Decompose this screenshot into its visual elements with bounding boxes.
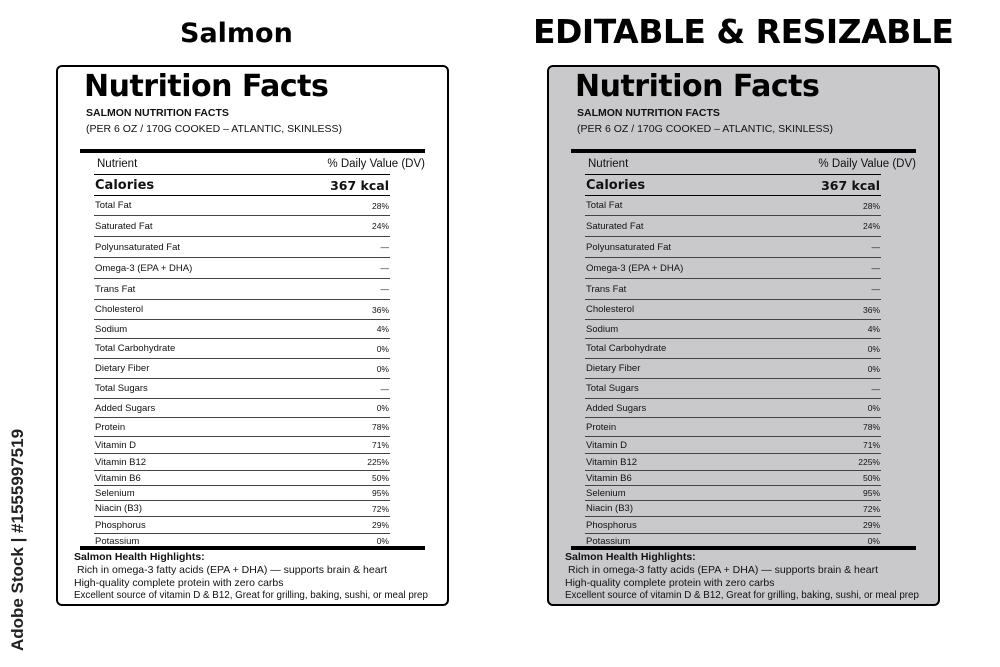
nutrient-value: — xyxy=(380,263,389,273)
table-row xyxy=(585,216,881,237)
nutrient-value: — xyxy=(871,284,880,294)
calories-label: Calories xyxy=(586,177,646,193)
table-row xyxy=(585,486,881,501)
table-row xyxy=(94,320,390,339)
calories-label: Calories xyxy=(95,177,155,193)
header-nutrient: Nutrient xyxy=(588,157,629,170)
nutrient-name: Vitamin B6 xyxy=(586,472,632,484)
nutrient-name: Protein xyxy=(95,421,126,433)
nutrient-name: Polyunsaturated Fat xyxy=(586,241,672,253)
nutrient-value: 0% xyxy=(867,536,880,546)
table-row xyxy=(585,279,881,300)
nutrient-value: 0% xyxy=(867,343,880,354)
nutrient-name: Total Sugars xyxy=(586,383,639,394)
table-row xyxy=(585,501,881,517)
nutrient-name: Total Carbohydrate xyxy=(95,343,176,354)
nutrient-name: Niacin (B3) xyxy=(586,503,633,514)
nutrient-value: 36% xyxy=(862,304,880,315)
table-row xyxy=(94,437,390,454)
nutrient-name: Polyunsaturated Fat xyxy=(95,241,181,253)
table-row xyxy=(94,418,390,437)
table-header xyxy=(94,153,425,175)
nutrient-value: 0% xyxy=(867,403,880,413)
nutrient-value: 225% xyxy=(858,457,880,467)
highlight-line: Excellent source of vitamin D & B12, Great for grilling, baking, sushi, or meal prep xyxy=(565,590,919,601)
nutrient-name: Vitamin B12 xyxy=(586,456,638,468)
calories-row xyxy=(585,175,881,196)
nutrient-value: 29% xyxy=(371,520,389,530)
nutrient-name: Niacin (B3) xyxy=(95,503,142,514)
nutrient-name: Omega-3 (EPA + DHA) xyxy=(586,262,684,274)
nutrient-value: 29% xyxy=(862,520,880,530)
table-row xyxy=(94,300,390,320)
nutrient-name: Vitamin D xyxy=(95,439,137,451)
nutrient-table xyxy=(585,153,916,549)
table-row xyxy=(94,237,390,258)
nutrient-name: Added Sugars xyxy=(586,402,647,414)
header-daily-value: % Daily Value (DV) xyxy=(818,157,916,170)
nutrient-name: Added Sugars xyxy=(95,402,156,414)
table-row xyxy=(94,471,390,486)
nutrient-value: — xyxy=(380,284,389,294)
highlight-line: High-quality complete protein with zero carbs xyxy=(74,577,284,589)
nutrient-value: 36% xyxy=(371,304,389,315)
table-row xyxy=(585,517,881,534)
highlight-line: Rich in omega-3 fatty acids (EPA + DHA) — supports brain & heart xyxy=(77,564,387,576)
nutrition-label-gray xyxy=(547,65,940,606)
highlights-title: Salmon Health Highlights: xyxy=(74,551,205,563)
table-row xyxy=(585,320,881,339)
nutrient-name: Vitamin B12 xyxy=(95,456,147,468)
nutrient-name: Total Fat xyxy=(95,200,132,211)
nutrient-name: Cholesterol xyxy=(95,304,144,315)
nutrition-facts-title: Nutrition Facts xyxy=(84,69,329,104)
table-header xyxy=(585,153,916,175)
table-row xyxy=(94,517,390,534)
nutrient-name: Total Carbohydrate xyxy=(586,343,667,354)
nutrient-value: 72% xyxy=(371,503,389,514)
thick-divider xyxy=(80,546,425,550)
table-row xyxy=(585,379,881,399)
nutrient-name: Protein xyxy=(586,421,617,433)
nutrient-name: Dietary Fiber xyxy=(586,363,641,374)
table-row xyxy=(585,418,881,437)
nutrient-value: 28% xyxy=(862,200,880,211)
table-row xyxy=(94,196,390,216)
nutrient-value: — xyxy=(871,242,880,252)
nutrition-label-white xyxy=(56,65,449,606)
calories-row xyxy=(94,175,390,196)
nutrient-value: 4% xyxy=(867,324,880,334)
highlight-line: High-quality complete protein with zero carbs xyxy=(565,577,775,589)
nutrient-name: Trans Fat xyxy=(95,283,136,295)
nutrient-value: 50% xyxy=(371,473,389,483)
nutrient-name: Dietary Fiber xyxy=(95,363,150,374)
nutrient-value: 4% xyxy=(376,324,389,334)
table-row xyxy=(94,258,390,279)
nutrient-value: 72% xyxy=(862,503,880,514)
watermark-text: Adobe Stock | #1555997519 xyxy=(8,428,28,652)
table-row xyxy=(585,339,881,359)
table-row xyxy=(585,471,881,486)
nutrient-value: 0% xyxy=(376,403,389,413)
table-row xyxy=(585,237,881,258)
nutrient-value: 24% xyxy=(862,221,880,231)
nutrient-name: Sodium xyxy=(95,323,128,335)
table-row xyxy=(585,258,881,279)
nutrient-name: Total Sugars xyxy=(95,383,148,394)
highlight-line: Excellent source of vitamin D & B12, Great for grilling, baking, sushi, or meal prep xyxy=(74,590,428,601)
calories-value: 367 kcal xyxy=(330,177,389,193)
header-nutrient: Nutrient xyxy=(97,157,138,170)
table-row xyxy=(94,339,390,359)
nutrient-name: Saturated Fat xyxy=(95,220,153,232)
nutrient-name: Vitamin D xyxy=(586,439,628,451)
table-row xyxy=(585,454,881,471)
nutrient-name: Vitamin B6 xyxy=(95,472,141,484)
nutrient-value: 0% xyxy=(376,536,389,546)
nutrient-value: 78% xyxy=(371,422,389,432)
nutrient-value: 0% xyxy=(376,363,389,374)
table-row xyxy=(94,216,390,237)
nutrient-name: Selenium xyxy=(586,487,626,499)
nutrient-value: 24% xyxy=(371,221,389,231)
table-row xyxy=(94,399,390,418)
highlight-line: Rich in omega-3 fatty acids (EPA + DHA) — supports brain & heart xyxy=(568,564,878,576)
nutrient-name: Total Fat xyxy=(586,200,623,211)
nutrient-name: Potassium xyxy=(586,535,631,547)
nutrient-value: 28% xyxy=(371,200,389,211)
label-subtitle: SALMON NUTRITION FACTS xyxy=(577,107,720,119)
table-row xyxy=(585,196,881,216)
nutrient-name: Sodium xyxy=(586,323,619,335)
nutrient-value: — xyxy=(871,383,880,394)
thick-divider xyxy=(571,546,916,550)
stock-watermark xyxy=(6,425,30,655)
nutrient-value: 0% xyxy=(867,363,880,374)
nutrient-name: Omega-3 (EPA + DHA) xyxy=(95,262,193,274)
calories-value: 367 kcal xyxy=(821,177,880,193)
nutrient-name: Cholesterol xyxy=(586,304,635,315)
table-row xyxy=(94,279,390,300)
heading-editable-resizable: EDITABLE & RESIZABLE xyxy=(533,12,954,51)
table-row xyxy=(94,379,390,399)
nutrient-name: Selenium xyxy=(95,487,135,499)
nutrient-name: Phosphorus xyxy=(586,519,637,531)
table-row xyxy=(94,501,390,517)
nutrient-value: — xyxy=(380,383,389,394)
nutrient-name: Saturated Fat xyxy=(586,220,644,232)
serving-size: (PER 6 OZ / 170G COOKED – ATLANTIC, SKINLESS) xyxy=(86,123,342,135)
nutrient-value: 95% xyxy=(371,488,389,498)
nutrient-value: 95% xyxy=(862,488,880,498)
nutrient-value: 50% xyxy=(862,473,880,483)
nutrient-name: Trans Fat xyxy=(586,283,627,295)
nutrition-facts-title: Nutrition Facts xyxy=(575,69,820,104)
nutrient-value: 78% xyxy=(862,422,880,432)
table-row xyxy=(94,454,390,471)
highlights-title: Salmon Health Highlights: xyxy=(565,551,696,563)
serving-size: (PER 6 OZ / 170G COOKED – ATLANTIC, SKINLESS) xyxy=(577,123,833,135)
table-row xyxy=(94,486,390,501)
nutrient-value: — xyxy=(871,263,880,273)
label-subtitle: SALMON NUTRITION FACTS xyxy=(86,107,229,119)
header-daily-value: % Daily Value (DV) xyxy=(327,157,425,170)
table-row xyxy=(585,437,881,454)
table-row xyxy=(585,359,881,379)
nutrient-value: 0% xyxy=(376,343,389,354)
table-row xyxy=(585,399,881,418)
heading-salmon: Salmon xyxy=(180,18,293,49)
nutrient-value: — xyxy=(380,242,389,252)
table-row xyxy=(585,300,881,320)
nutrient-value: 71% xyxy=(371,440,389,450)
nutrient-value: 225% xyxy=(367,457,389,467)
nutrient-table xyxy=(94,153,425,549)
nutrient-value: 71% xyxy=(862,440,880,450)
table-row xyxy=(94,359,390,379)
nutrient-name: Potassium xyxy=(95,535,140,547)
nutrient-name: Phosphorus xyxy=(95,519,146,531)
